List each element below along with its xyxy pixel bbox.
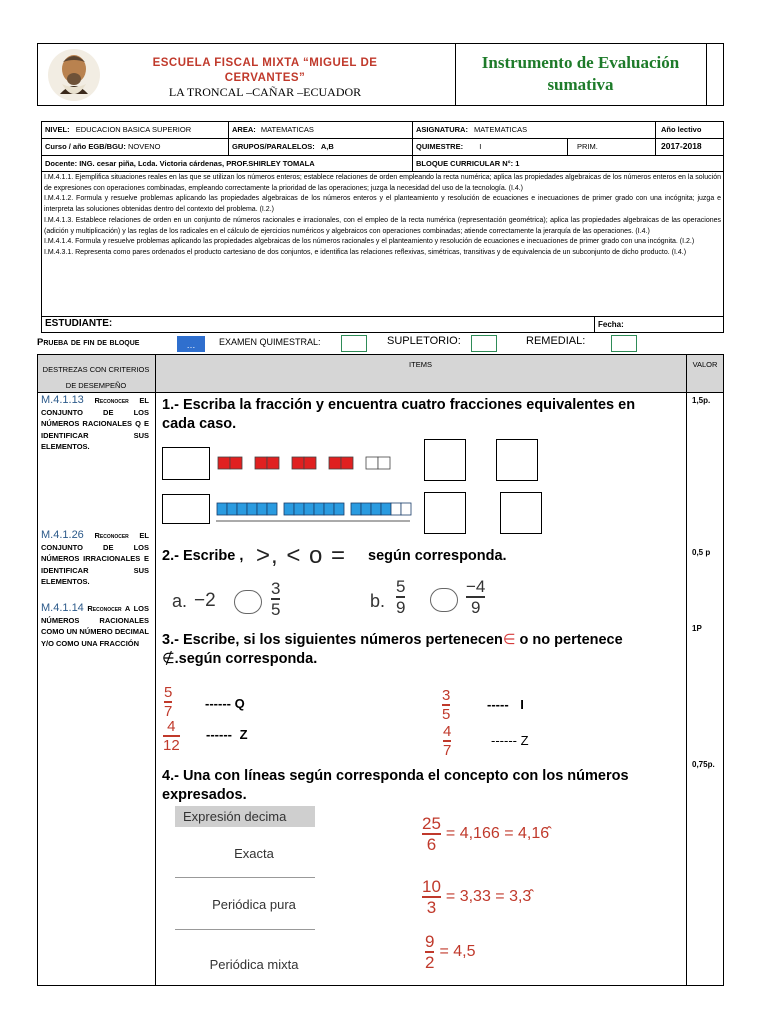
table-col-line	[686, 354, 687, 986]
value-cell: 0,75p.	[692, 760, 715, 769]
q3-num: 4	[443, 723, 452, 740]
fraction-cell	[381, 503, 391, 515]
skill-text: EL CONJUNTO DE LOS NÚMEROS IRRACIONALES E IDENTIFICAR SUS ELEMENTOS.	[41, 531, 149, 586]
instrument-title-line1: Instrumento de Evaluación	[481, 53, 680, 72]
q4-row-label: Periódica mixta	[209, 957, 299, 972]
q1-red-bar-svg	[217, 456, 397, 470]
curso-value: NOVENO	[127, 142, 161, 151]
fraction-cell	[341, 457, 353, 469]
fraction-cell	[230, 457, 242, 469]
info-col-line	[412, 121, 413, 155]
bloque-label: BLOQUE CURRICULAR N°:	[416, 159, 514, 168]
q4-row-label: Periódica pura	[212, 897, 296, 912]
info-col-line	[228, 121, 229, 155]
q1-answer-box[interactable]	[162, 494, 210, 524]
anio-label: Año lectivo	[661, 125, 702, 134]
q1-blue-bar-svg	[216, 501, 412, 523]
q2-a-blank[interactable]	[234, 590, 262, 614]
q4-table-header: Expresión decima	[175, 806, 315, 827]
q3-item-answer[interactable]	[491, 733, 529, 748]
fraction-cell	[227, 503, 237, 515]
fraction-cell	[329, 457, 341, 469]
grupos-cell	[232, 141, 334, 153]
q4-num: 25	[422, 814, 441, 834]
q2-b-num1: 5	[396, 577, 406, 596]
area-value: MATEMATICAS	[260, 125, 314, 134]
indicator-item: I.M.4.1.4. Formula y resuelve problemas aplicando las propiedades algebraicas de los números racionales y el planteamiento y resolución de ecuaciones e inecuaciones de primer grado con una incógnita. (I.2.)	[44, 238, 695, 246]
quimestre-cell	[416, 141, 481, 153]
items-header: ITEMS	[409, 360, 432, 369]
docente-cell	[45, 158, 315, 170]
fraction-cell	[217, 503, 227, 515]
supletorio-check[interactable]	[471, 335, 497, 352]
q2-a-fraction	[271, 580, 280, 618]
q4-den: 2	[425, 952, 435, 972]
indicator-item: I.M.4.3.1. Representa como pares ordenados el producto cartesiano de dos conjuntos, e identifica las relaciones reflexivas, simétricas, transitivas y de equivalencia de un subconjunto de dicho producto. (I.4.)	[44, 248, 687, 256]
instrument-title-line2: sumativa	[547, 75, 614, 94]
q3-dashes: ------	[206, 727, 232, 742]
q3-dashes: -----	[487, 697, 509, 712]
fraction-cell	[267, 457, 279, 469]
info-row-line	[41, 171, 724, 172]
fraction-cell	[294, 503, 304, 515]
quimestral-label: EXAMEN QUIMESTRAL:	[219, 337, 321, 347]
q2-b-blank[interactable]	[430, 588, 458, 612]
skill-first-word: Reconocer	[94, 531, 129, 540]
indicator-item: I.M.4.1.1. Ejemplifica situaciones reales en las que se utilizan los números enteros; establece relaciones de orden empleando la recta numérica; aplica las propiedades algebraicas de los números enteros en la solución de expresiones con operaciones combinadas, empleando correctamente la prioridad de las operaciones; juzga la necesidad del uso de la tecnología. (I.4.)	[44, 174, 721, 192]
quimestral-check[interactable]	[341, 335, 367, 352]
q3-set: I	[520, 697, 524, 712]
valor-header: VALOR	[692, 360, 718, 369]
q1-text	[162, 396, 682, 434]
q4-fraction	[422, 815, 441, 853]
skill-text: A LOS NÚMEROS RACIONALES COMO UN NÚMERO DECIMAL Y/O COMO UNA FRACCIÓN	[41, 604, 149, 648]
fraction-cell	[366, 457, 378, 469]
info-row-line	[41, 138, 724, 139]
q4-row-divider	[175, 929, 315, 930]
q3-fraction	[442, 688, 450, 722]
q2-a-left: −2	[194, 590, 216, 611]
school-name-line1: ESCUELA FISCAL MIXTA “MIGUEL DE	[152, 57, 378, 69]
q2-b-fraction2	[466, 578, 485, 616]
fraction-cell	[304, 457, 316, 469]
skill-block	[41, 603, 149, 649]
q3-num: 4	[167, 718, 176, 735]
fraction-cell	[304, 503, 314, 515]
q4-expression[interactable]	[422, 812, 549, 856]
value-cell: 1,5p.	[692, 396, 711, 405]
bloque-value: 1	[515, 159, 520, 168]
fecha-label: Fecha:	[598, 320, 624, 329]
fraction-cell	[401, 503, 411, 515]
q3-den: 7	[443, 741, 452, 759]
q2-b-den1: 9	[396, 597, 406, 617]
fraction-cell	[247, 503, 257, 515]
q2-b-num2: −4	[466, 577, 486, 596]
q1-equiv-box[interactable]	[500, 492, 542, 534]
fraction-cell	[351, 503, 361, 515]
fraction-cell	[371, 503, 381, 515]
q3-line2	[162, 650, 682, 669]
school-location: LA TRONCAL –CAÑAR –ECUADOR	[168, 85, 362, 99]
q4-num: 9	[425, 932, 435, 952]
skill-block	[41, 530, 149, 588]
q3-line1-a: 3.- Escribe, si los siguientes números pertenecen	[162, 632, 503, 648]
grupos-value: A,B	[320, 142, 334, 151]
destrezas-header-line2: DE DESEMPEÑO	[65, 381, 127, 390]
nivel-value: EDUCACION BASICA SUPERIOR	[75, 125, 192, 134]
supletorio-label: SUPLETORIO:	[387, 335, 461, 347]
info-row-line	[41, 155, 724, 156]
in-symbol: ∈	[502, 632, 516, 648]
skill-text: EL CONJUNTO DE LOS NÚMEROS RACIONALES Q E IDENTIFICAR SUS ELEMENTOS.	[41, 396, 149, 451]
fraction-cell	[391, 503, 401, 515]
notin-symbol: ∉	[162, 651, 175, 667]
curso-cell	[45, 141, 160, 153]
school-name-line2: CERVANTES”	[224, 72, 306, 84]
q2-a-label: a.	[172, 591, 188, 611]
curso-label: Curso / año EGB/BGU:	[45, 142, 126, 151]
q3-item-answer[interactable]	[205, 696, 245, 711]
area-cell	[232, 124, 314, 136]
q3-den: 7	[164, 702, 173, 720]
instrument-title	[455, 52, 706, 96]
fraction-cell	[314, 503, 324, 515]
school-crest	[46, 46, 102, 102]
anio-value: 2017-2018	[661, 141, 702, 151]
q4-row-divider	[175, 877, 315, 878]
fraction-cell	[284, 503, 294, 515]
q4-row-label: Exacta	[234, 846, 274, 861]
remedial-label: REMEDIAL:	[526, 335, 586, 347]
destrezas-header	[37, 362, 155, 394]
value-cell: 1P	[692, 624, 702, 633]
q3-text	[162, 631, 682, 669]
fraction-cell	[255, 457, 267, 469]
q1-equiv-box[interactable]	[424, 439, 466, 481]
q4-expr-rest: = 4,5	[439, 943, 476, 960]
quimestre-label: QUIMESTRE:	[416, 142, 464, 151]
fraction-cell	[257, 503, 267, 515]
docente-label: Docente:	[45, 159, 78, 168]
q1-blue-bar	[216, 501, 412, 523]
q3-item-answer[interactable]	[487, 697, 524, 712]
grupos-label: GRUPOS/PARALELOS:	[232, 142, 315, 151]
q4-expr-rest: = 3,33 = 3,3̂	[445, 888, 532, 905]
bloque-cell	[416, 158, 519, 170]
fraction-cell	[324, 503, 334, 515]
fraction-cell	[292, 457, 304, 469]
asignatura-cell	[416, 124, 527, 136]
q4-expression[interactable]	[422, 875, 531, 919]
prueba-check[interactable]	[177, 336, 205, 352]
q1-answer-box[interactable]	[162, 447, 210, 480]
skill-first-word: Reconocer	[94, 396, 129, 405]
q4-fraction	[425, 933, 434, 971]
skill-code: M.4.1.26	[41, 529, 84, 541]
q2-a-num: 3	[271, 579, 281, 598]
q2-a-den: 5	[271, 599, 281, 619]
table-col-line	[155, 354, 156, 986]
fraction-cell	[334, 503, 344, 515]
q3-line1	[162, 631, 682, 650]
q1-line1: 1.- Escriba la fracción y encuentra cuatro fracciones equivalentes en	[162, 397, 636, 413]
q4-den: 3	[426, 897, 437, 917]
q4-expr-rest: = 4,166 = 4,16̂	[445, 825, 550, 842]
q3-line1-b: o no pertenece	[515, 632, 623, 648]
school-name	[110, 56, 420, 86]
fraction-cell	[361, 503, 371, 515]
q3-set: Z	[520, 733, 529, 748]
q4-den: 6	[426, 834, 437, 854]
info-col-line	[594, 316, 595, 333]
q2-b-label: b.	[370, 591, 386, 611]
q2-item-a	[172, 578, 302, 624]
skill-code: M.4.1.13	[41, 394, 84, 406]
prueba-mark: …	[186, 340, 196, 350]
q3-fraction	[443, 724, 451, 758]
q3-set: Z	[239, 727, 248, 742]
q3-set: Q	[234, 696, 245, 711]
q4-text	[162, 767, 682, 805]
q3-fraction	[163, 719, 180, 753]
fraction-cell	[378, 457, 390, 469]
info-col-line	[567, 138, 568, 155]
quimestre-value: I	[479, 142, 482, 151]
q2-b-fraction1	[396, 578, 405, 616]
q2-symbols: >, < o =	[256, 542, 347, 569]
indicator-item: I.M.4.1.2. Formula y resuelve problemas aplicando las propiedades algebraicas de los números enteros y el planteamiento y resolución de ecuaciones e inecuaciones de primer grado con una incógnita; juzga e interpreta las soluciones obtenidas dentro del contexto del problema. (I.2.)	[44, 195, 721, 214]
q1-equiv-box[interactable]	[424, 492, 466, 534]
q4-line1: 4.- Una con líneas según corresponda el concepto con los números	[162, 768, 629, 784]
fraction-cell	[237, 503, 247, 515]
area-label: AREA:	[232, 125, 256, 134]
skill-block	[41, 395, 149, 453]
indicators-list	[44, 173, 721, 259]
asignatura-label: ASIGNATURA:	[416, 125, 468, 134]
q3-fraction	[164, 685, 172, 719]
info-col-line	[655, 121, 656, 155]
fraction-cell	[267, 503, 277, 515]
asignatura-value: MATEMATICAS	[474, 125, 528, 134]
q2-suffix: según corresponda.	[368, 548, 507, 564]
q3-dashes: ------	[205, 696, 231, 711]
q3-den: 12	[163, 736, 180, 754]
nivel-cell	[45, 124, 191, 136]
skill-first-word: Reconocer	[87, 604, 122, 613]
q1-red-bar	[217, 456, 397, 470]
q3-item-answer[interactable]	[206, 727, 248, 742]
info-row-line	[41, 316, 724, 317]
q4-line2: expresados.	[162, 787, 247, 803]
q2-item-b	[370, 576, 500, 624]
docente-value: ING. cesar piña, Lcda. Victoria cárdenas, PROF.SHIRLEY TOMALA	[79, 159, 315, 168]
nivel-label: NIVEL:	[45, 125, 70, 134]
prim-value: PRIM.	[577, 142, 598, 151]
q4-num: 10	[422, 877, 441, 897]
q3-line2-text: .según corresponda.	[174, 651, 318, 667]
remedial-check[interactable]	[611, 335, 637, 352]
header-divider-right	[706, 43, 707, 106]
q1-equiv-box[interactable]	[496, 439, 538, 481]
fraction-cell	[218, 457, 230, 469]
destrezas-header-line1: DESTREZAS CON CRITERIOS	[42, 365, 150, 374]
value-cell: 0,5 p	[692, 548, 711, 557]
q4-fraction	[422, 878, 441, 916]
q3-num: 3	[442, 687, 451, 704]
info-col-line	[412, 155, 413, 171]
q3-dashes: ------	[491, 733, 517, 748]
indicator-item: I.M.4.1.3. Establece relaciones de orden en un conjunto de números racionales e irracionales, con el empleo de la recta numérica (representación geométrica); aplica las propiedades algebraicas de las operaciones (adición y multiplicación) y las reglas de los radicales en el cálculo de ejercicios numéricos y algebraicos con operaciones combinadas; atiende correctamente la jerarquía de las operaciones. (I.4.)	[44, 216, 721, 235]
q2-prefix: 2.- Escribe ,	[162, 548, 244, 564]
q3-den: 5	[442, 705, 451, 723]
q2-b-den2: 9	[470, 597, 481, 617]
q1-line2: cada caso.	[162, 416, 237, 432]
skill-code: M.4.1.14	[41, 602, 84, 614]
estudiante-label: ESTUDIANTE:	[45, 318, 113, 329]
q3-num: 5	[164, 684, 173, 701]
prueba-label: Prueba de fin de bloque	[37, 337, 140, 348]
q4-expression[interactable]	[425, 930, 476, 974]
